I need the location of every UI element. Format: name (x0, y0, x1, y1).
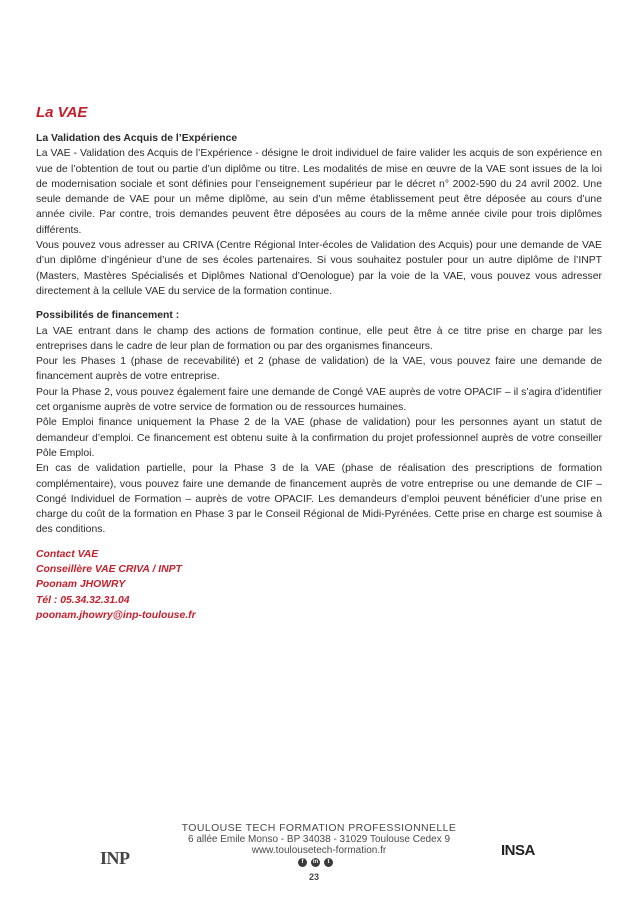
page-number: 23 (309, 872, 320, 882)
contact-phone: Tél : 05.34.32.31.04 (36, 594, 130, 606)
insa-logo: INSA (501, 842, 535, 859)
financing-paragraph: Pôle Emploi finance uniquement la Phase 2 de la VAE (phase de validation) pour les personnes ayant un statut de demandeur d’emploi. Ce financement est obtenu suite à la confirmation du projet professionnel auprès de votre conseiller Pôle Emploi. (36, 417, 602, 459)
twitter-icon[interactable]: t (324, 858, 333, 867)
intro-paragraph: La VAE - Validation des Acquis de l’Expérience - désigne le droit individuel de faire valider les acquis de son expérience en vue de l’obtention de tout ou partie d’un diplôme ou titre. Les modalités de mise en œuvre de la VAE sont issues de la loi de modernisation sociale et sont définies pour l’enseignement supérieur par le décret n° 2002-590 du 24 avril 2002. Une seule demande de VAE pour un même diplôme, au sein d’un même établissement peut être déposée au cours d’une année civile. Par contre, trois demandes peuvent être déposées au cours de la même année civile pour trois diplômes différents. (36, 148, 602, 236)
facebook-icon[interactable]: f (298, 858, 307, 867)
footer-website-link[interactable]: www.toulousetech-formation.fr (251, 845, 387, 856)
footer-org: TOULOUSE TECH FORMATION PROFESSIONNELLE (181, 822, 457, 834)
intro-paragraph: Vous pouvez vous adresser au CRIVA (Centre Régional Inter-écoles de Validation des Acquis) pour une demande de VAE d’un diplôme d’ingénieur d’une de ses écoles partenaires. Si vous souhaitez postuler pour un autre diplôme de l’INPT (Masters, Mastères Spécialisés et Diplômes National d’Oenologue) par la voie de la VAE, vous pouvez vous adresser directement à la cellule VAE du service de la formation continue. (36, 240, 602, 297)
financing-heading: Possibilités de financement : (36, 310, 180, 322)
page-title: La VAE (36, 104, 88, 121)
inp-logo: INP (100, 848, 130, 868)
contact-heading: Contact VAE (36, 548, 99, 560)
footer-info (170, 822, 468, 856)
social-icons (298, 858, 333, 867)
contact-email-link[interactable]: poonam.jhowry@inp-toulouse.fr (36, 609, 196, 621)
contact-name: Poonam JHOWRY (36, 579, 126, 591)
footer-address: 6 allée Emile Monso - BP 34038 - 31029 Toulouse Cedex 9 (187, 834, 451, 845)
section-subtitle: La Validation des Acquis de l’Expérience (36, 133, 238, 144)
page-footer (0, 810, 638, 903)
main-content (36, 104, 602, 623)
financing-paragraph: La VAE entrant dans le champ des actions de formation continue, elle peut être à ce titre prise en charge par les entreprises dans le cadre de leur plan de formation ou par des organismes financeurs. (36, 325, 602, 352)
contact-block (36, 547, 602, 623)
linkedin-icon[interactable]: in (312, 859, 319, 865)
financing-paragraph: En cas de validation partielle, pour la Phase 3 de la VAE (phase de réalisation des prescriptions de formation complémentaire), vous pouvez faire une demande de financement auprès de votre entreprise ou une demande de CIF – Congé Individuel de Formation – auprès de votre OPACIF. Les demandeurs d’emploi peuvent bénéficier d’une prise en charge du coût de la formation en Phase 3 par le Conseil Régional de Midi-Pyrénées. Cette prise en charge est soumise à des conditions. (36, 463, 602, 536)
contact-role: Conseillère VAE CRIVA / INPT (36, 564, 182, 576)
financing-paragraph: Pour les Phases 1 (phase de recevabilité) et 2 (phase de validation) de la VAE, vous pouvez faire une demande de financement auprès de votre entreprise. (36, 356, 602, 383)
financing-paragraph: Pour la Phase 2, vous pouvez également faire une demande de Congé VAE auprès de votre OPACIF – il s’agira d’identifier cet organisme auprès de votre service de formation ou de ressources humaines. (36, 386, 602, 414)
